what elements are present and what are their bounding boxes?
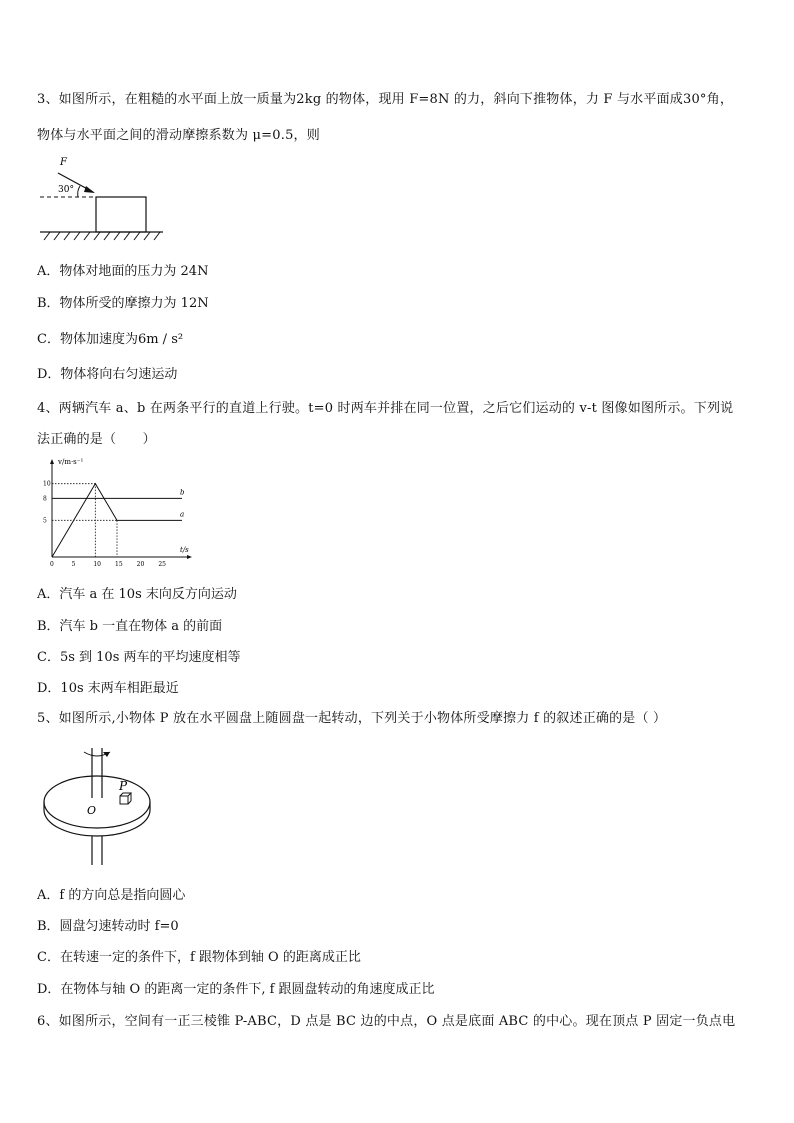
x-tick-label-10: 10 (93, 561, 101, 568)
angle-label: 30° (58, 185, 74, 195)
q3-option-c: C．物体加速度为6m / s² (37, 332, 184, 347)
y-tick-label-8: 8 (43, 495, 47, 503)
chart-ylabel: v/m·s⁻¹ (58, 458, 84, 466)
q4-option-a: A．汽车 a 在 10s 末向反方向运动 (37, 587, 237, 602)
q6-stem: 6、如图所示，空间有一正三棱锥 P-ABC，D 点是 BC 边的中点，O 点是底面 ABC 的中心。现在顶点 P 固定一负点电 (37, 1014, 736, 1029)
q5-stem: 5、如图所示,小物体 P 放在水平圆盘上随圆盘一起转动，下列关于小物体所受摩擦力 f 的叙述正确的是（ ） (37, 711, 667, 726)
x-tick-label-15: 15 (115, 561, 123, 568)
q3-option-d: D．物体将向右匀速运动 (37, 367, 178, 382)
q5-disk-figure (40, 740, 170, 870)
q4-stem-line2: 法正确的是（ ） (37, 432, 156, 447)
q3-stem-line2: 物体与水平面之间的滑动摩擦系数为 μ=0.5，则 (37, 128, 320, 143)
x-axis-arrow (187, 555, 192, 559)
disk-label-o: O (87, 804, 97, 817)
y-tick-label-5: 5 (43, 517, 47, 525)
q5-option-d: D．在物体与轴 O 的距离一定的条件下, f 跟圆盘转动的角速度成正比 (37, 982, 435, 997)
q3-option-a: A．物体对地面的压力为 24N (37, 264, 209, 279)
x-tick-label-5: 5 (71, 561, 76, 568)
y-axis-arrow (50, 459, 54, 464)
chart-xlabel: t/s (180, 546, 189, 554)
y-tick-label-10: 10 (43, 480, 51, 488)
q3-stem-line1: 3、如图所示，在粗糙的水平面上放一质量为2kg 的物体，现用 F=8N 的力，斜向下推物体，力 F 与水平面成30°角， (37, 92, 734, 107)
vt-chart (30, 452, 200, 572)
q4-option-d: D．10s 末两车相距最近 (37, 681, 179, 696)
q5-option-a: A．f 的方向总是指向圆心 (37, 888, 186, 903)
q5-option-c: C．在转速一定的条件下，f 跟物体到轴 O 的距离成正比 (37, 950, 361, 965)
q5-option-b: B．圆盘匀速转动时 f=0 (37, 919, 179, 934)
q4-stem-line1: 4、两辆汽车 a、b 在两条平行的直道上行驶。t=0 时两车并排在同一位置，之后它们运动的 v-t 图像如图所示。下列说 (37, 401, 734, 416)
q4-option-c: C．5s 到 10s 两车的平均速度相等 (37, 650, 241, 665)
q3-option-b: B．物体所受的摩擦力为 12N (37, 296, 209, 311)
x-tick-label-25: 25 (158, 561, 166, 568)
series-label-a: a (180, 510, 185, 519)
series-label-b: b (180, 488, 185, 497)
q4-option-b: B．汽车 b 一直在物体 a 的前面 (37, 619, 223, 634)
q3-block-figure (38, 155, 168, 245)
x-tick-label-20: 20 (136, 561, 145, 568)
x-tick-label-0: 0 (50, 561, 54, 568)
disk-label-p: P (119, 779, 128, 793)
force-label: F (60, 157, 67, 168)
